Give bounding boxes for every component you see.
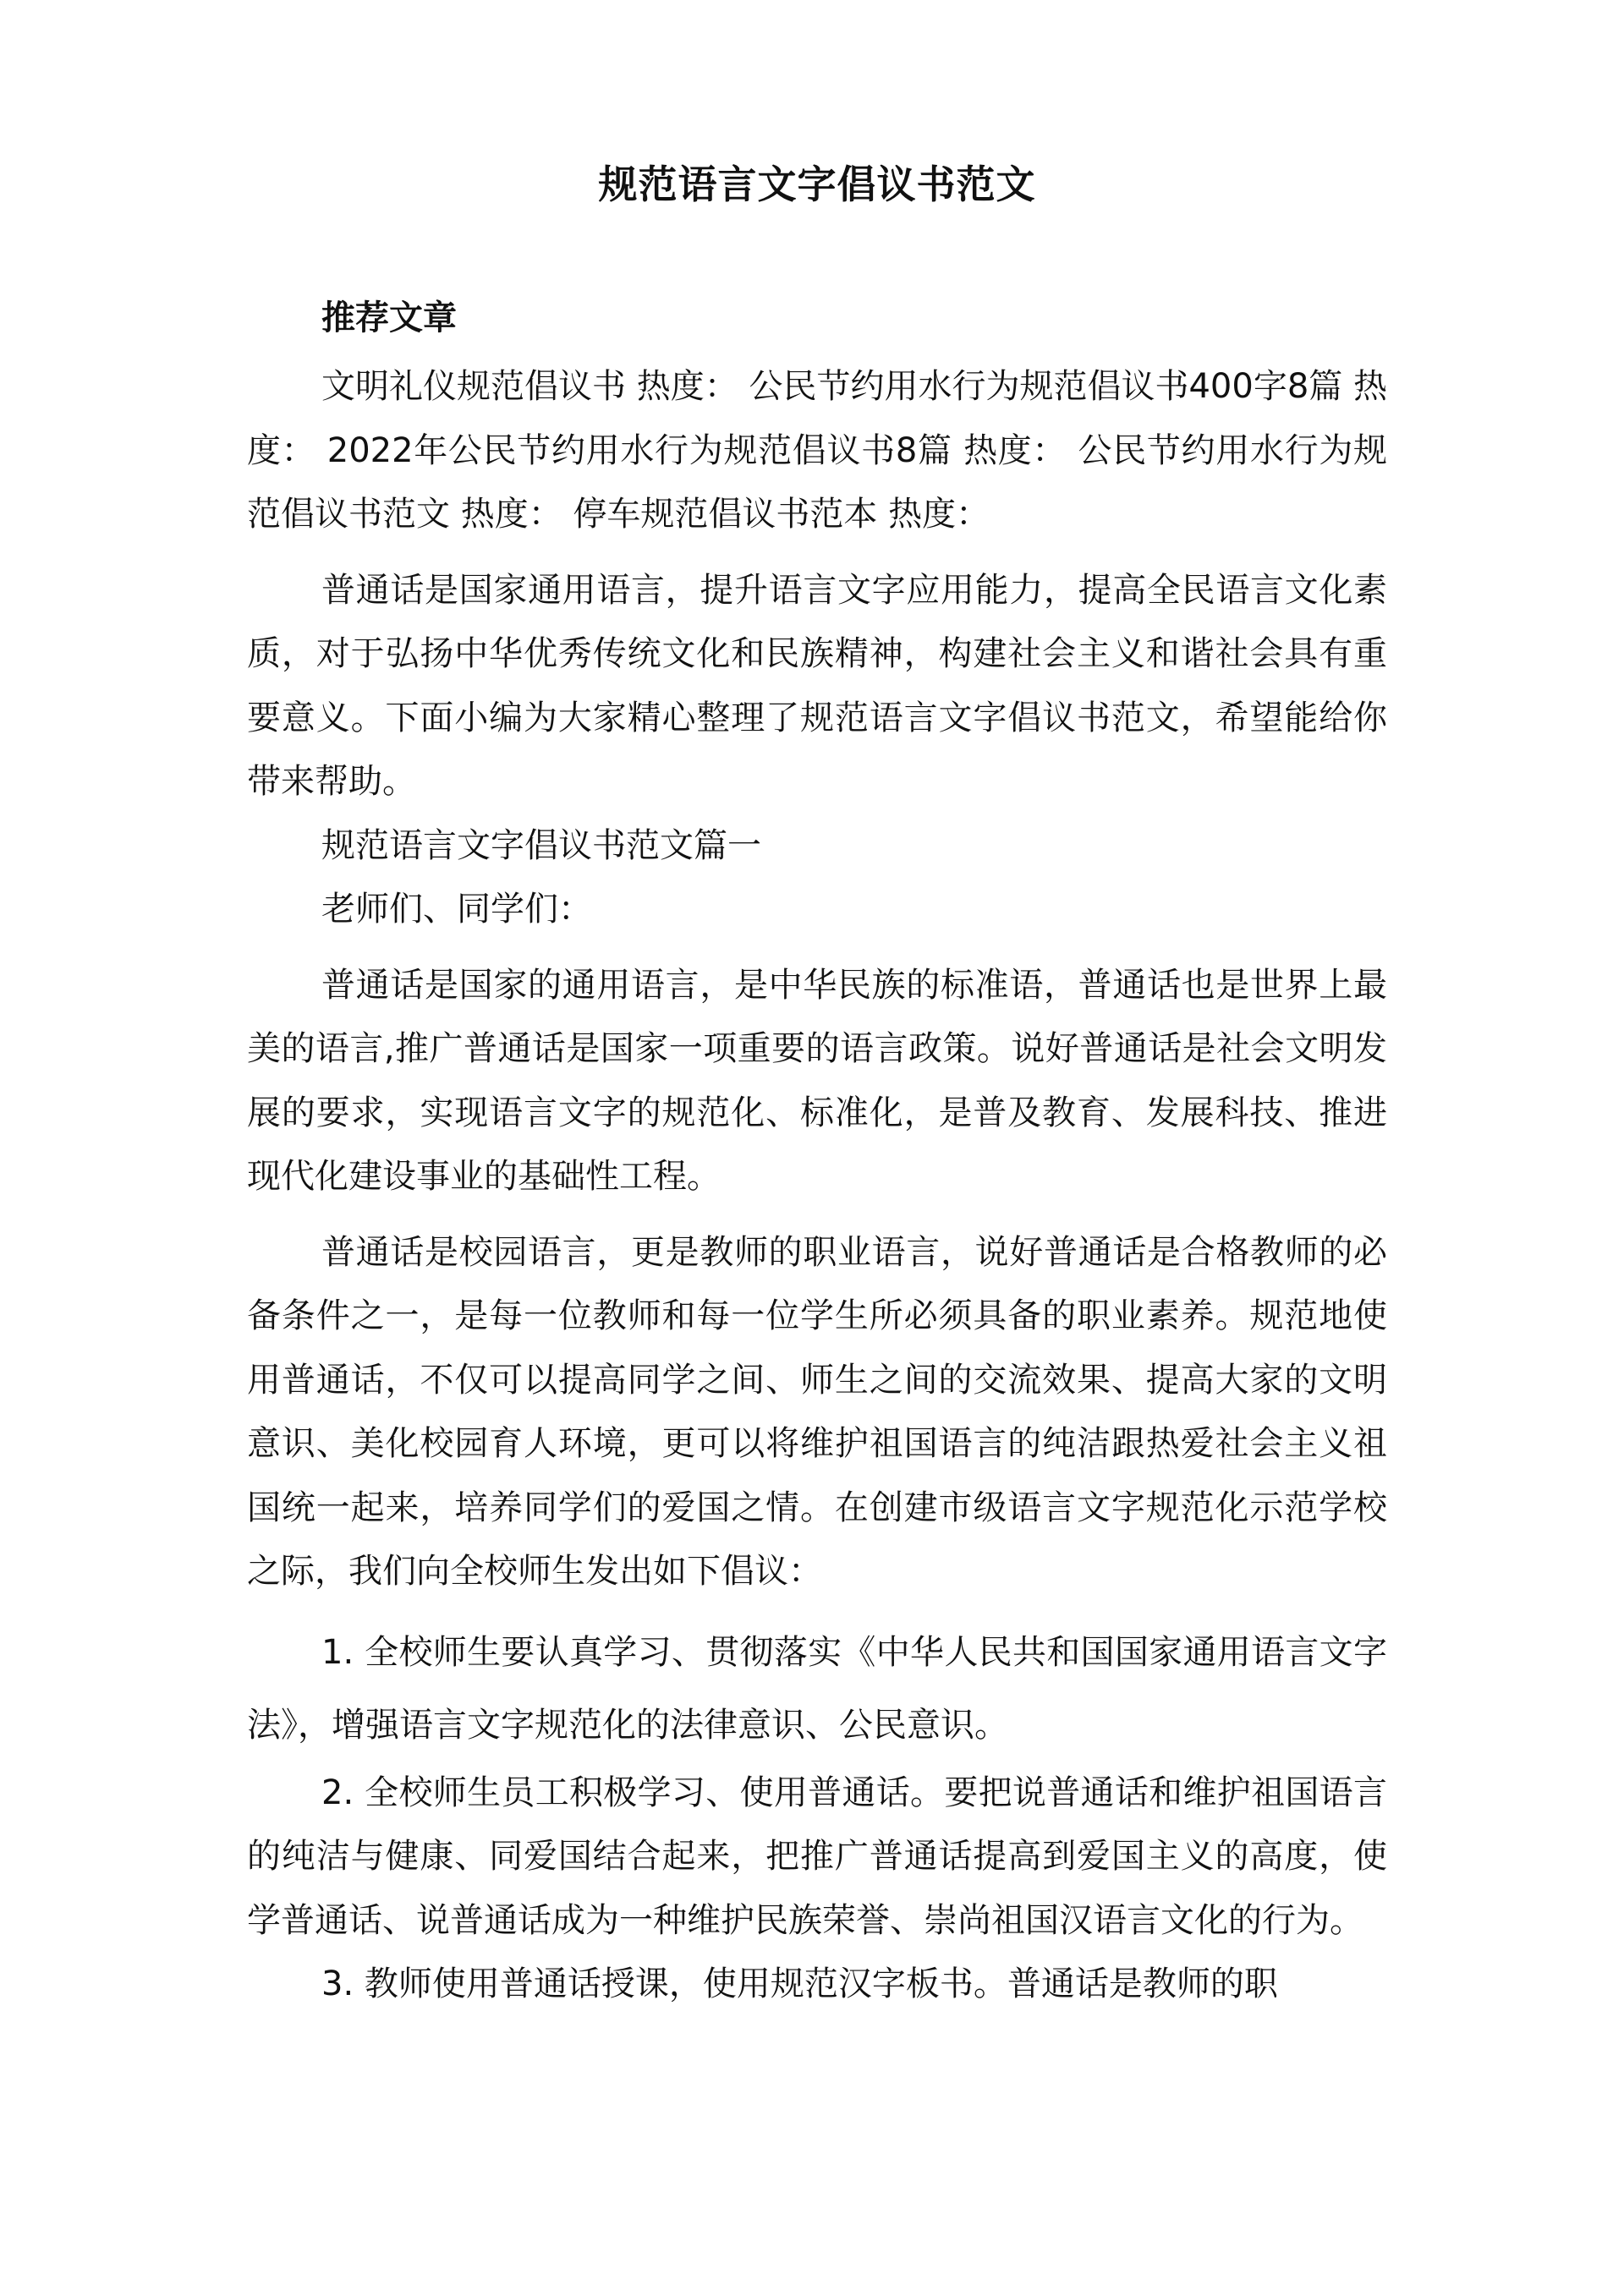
recommend-heading: 推荐文章: [321, 299, 457, 337]
body-paragraph-2: 普通话是校园语言，更是教师的职业语言，说好普通话是合格教师的必备条件之一，是每一位教师和每一位学生所必须具备的职业素养。规范地使用普通话，不仅可以提高同学之间、师生之间的交流效果、提高大家的文明意识、美化校园育人环境，更可以将维护祖国语言的纯洁跟热爱社会主义祖国统一起来，培养同学们的爱国之情。在创建市级语言文字规范化示范学校之际，我们向全校师生发出如下倡议：: [247, 1232, 1387, 1591]
list-item-3: 3. 教师使用普通话授课，使用规范汉字板书。普通话是教师的职: [321, 1964, 1278, 2003]
body-paragraph-1: 普通话是国家的通用语言，是中华民族的标准语，普通话也是世界上最美的语言,推广普通话是国家一项重要的语言政策。说好普通话是社会文明发展的要求，实现语言文字的规范化、标准化，是普及教育、发展科技、推进现代化建设事业的基础性工程。: [247, 965, 1387, 1196]
document-body: [247, 159, 1387, 2017]
recommend-links: 文明礼仪规范倡议书 热度： 公民节约用水行为规范倡议书400字8篇 热度： 2022年公民节约用水行为规范倡议书8篇 热度： 公民节约用水行为规范倡议书范文 热度： 停车规范倡议书范本 热度：: [247, 367, 1387, 534]
salutation: 老师们、同学们：: [321, 890, 592, 929]
list-item-2: 2. 全校师生员工积极学习、使用普通话。要把说普通话和维护祖国语言的纯洁与健康、同爱国结合起来，把推广普通话提高到爱国主义的高度，使学普通话、说普通话成为一种维护民族荣誉、崇尚祖国汉语言文化的行为。: [247, 1773, 1387, 1940]
document-title: 规范语言文字倡议书范文: [598, 162, 1036, 207]
list-item-1: 1. 全校师生要认真学习、贯彻落实《中华人民共和国国家通用语言文字法》，增强语言文字规范化的法律意识、公民意识。: [247, 1632, 1387, 1745]
intro-paragraph: 普通话是国家通用语言，提升语言文字应用能力，提高全民语言文化素质，对于弘扬中华优秀传统文化和民族精神，构建社会主义和谐社会具有重要意义。下面小编为大家精心整理了规范语言文字倡议书范文，希望能给你带来帮助。: [247, 570, 1387, 801]
section-title: 规范语言文字倡议书范文篇一: [321, 825, 761, 865]
